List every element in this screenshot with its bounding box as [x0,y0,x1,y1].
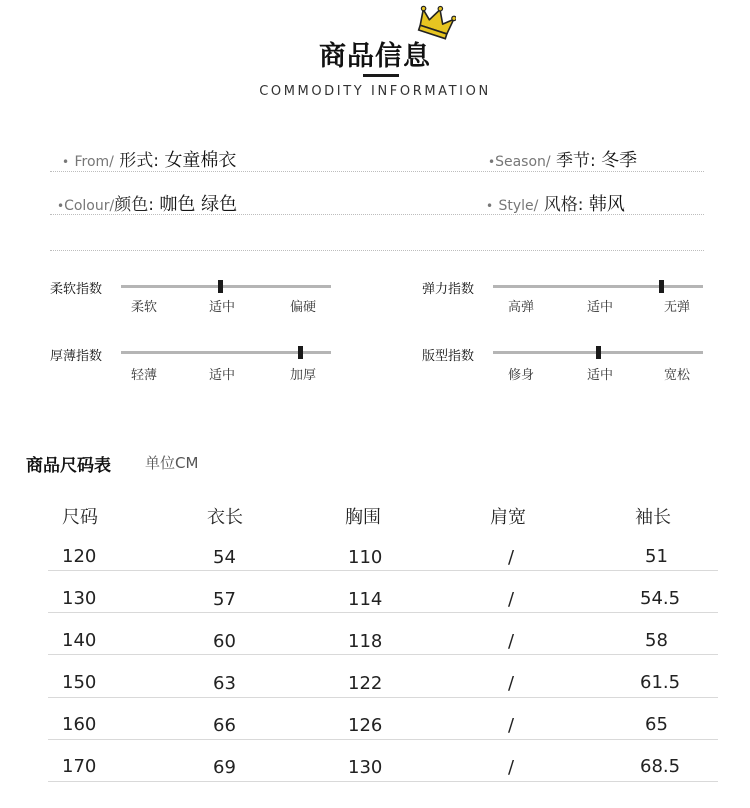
table-cell: 54.5 [640,588,681,609]
scale-softness-marker [218,280,223,293]
scale-softness-track [121,285,331,288]
info-season-en: Season/ [495,154,551,170]
scale-elasticity-marker [659,280,664,293]
scale-softness-label: 柔软指数 [50,282,103,297]
row-divider [48,697,718,698]
info-style-en: Style/ [498,198,539,214]
table-cell: / [508,589,515,610]
info-divider [50,214,704,215]
bullet-dot: • [62,155,70,169]
table-cell: / [508,673,515,694]
crown-icon [416,2,456,42]
scale-elasticity-label: 弹力指数 [422,282,475,297]
scale-thickness-marker [298,346,303,359]
column-header-shoulder: 肩宽 [490,507,526,528]
column-header-size: 尺码 [62,507,98,528]
table-cell: 66 [213,715,236,736]
size-table-title: 商品尺码表 [26,456,111,476]
table-cell: 150 [62,672,97,693]
scale-elasticity-option: 无弹 [664,300,691,315]
info-style [486,190,625,216]
table-cell: 140 [62,630,97,651]
bullet-dot: • [57,199,65,213]
scale-fit-option: 适中 [587,368,614,383]
info-colour-cn: 颜色: [114,195,154,215]
info-style-value: 韩风 [588,194,625,215]
info-colour-value: 咖色 绿色 [159,194,238,215]
table-cell: 118 [348,631,383,652]
table-cell: 65 [645,714,668,735]
table-cell: 51 [645,546,668,567]
info-season-cn: 季节: [556,151,596,171]
table-cell: 68.5 [640,756,681,777]
page-subtitle: COMMODITY INFORMATION [259,84,491,99]
info-from-value: 女童棉衣 [164,150,237,171]
table-cell: 160 [62,714,97,735]
scale-elasticity-option: 高弹 [508,300,535,315]
column-header-length: 衣长 [207,507,243,528]
scale-fit-option: 修身 [508,368,535,383]
title-underline [363,74,399,77]
info-divider [50,171,704,172]
table-cell: / [508,631,515,652]
table-cell: 110 [348,547,383,568]
scale-softness-option: 偏硬 [290,300,317,315]
info-style-cn: 风格: [543,195,584,215]
info-season [488,146,637,172]
scale-thickness-option: 加厚 [290,368,317,383]
table-cell: 63 [213,673,236,694]
row-divider [48,612,718,613]
table-cell: 130 [62,588,97,609]
table-cell: 54 [213,547,236,568]
info-colour-en: Colour/ [64,198,115,214]
info-from-cn: 形式: [119,151,160,171]
table-cell: 61.5 [640,672,681,693]
page-title: 商品信息 [319,41,431,72]
bullet-dot: • [486,199,494,213]
table-cell: / [508,547,515,568]
scale-fit-marker [596,346,601,359]
scale-thickness-option: 轻薄 [131,368,158,383]
info-colour [57,190,237,216]
scale-thickness-label: 厚薄指数 [50,349,103,364]
table-cell: 126 [348,715,383,736]
table-cell: 120 [62,546,97,567]
row-divider [48,654,718,655]
info-season-value: 冬季 [601,150,638,171]
scale-fit-label: 版型指数 [422,349,475,364]
table-cell: 170 [62,756,97,777]
scale-elasticity-track [493,285,703,288]
table-cell: / [508,715,515,736]
size-table-unit: 单位CM [145,454,199,472]
bullet-dot: • [488,155,496,169]
row-divider [48,739,718,740]
row-divider [48,781,718,782]
table-cell: 60 [213,631,236,652]
row-divider [48,570,718,571]
table-cell: 114 [348,589,383,610]
table-cell: 130 [348,757,383,778]
scale-elasticity-option: 适中 [587,300,614,315]
info-from-en: From/ [74,154,114,170]
scale-softness-option: 适中 [209,300,236,315]
column-header-sleeve: 袖长 [635,507,671,528]
scale-thickness-option: 适中 [209,368,236,383]
info-divider [50,250,704,251]
table-cell: 57 [213,589,236,610]
table-cell: 69 [213,757,236,778]
table-cell: 122 [348,673,383,694]
scale-softness-option: 柔软 [131,300,158,315]
scale-fit-option: 宽松 [664,368,691,383]
table-cell: 58 [645,630,668,651]
column-header-chest: 胸围 [345,507,381,528]
info-from [62,146,236,172]
table-cell: / [508,757,515,778]
